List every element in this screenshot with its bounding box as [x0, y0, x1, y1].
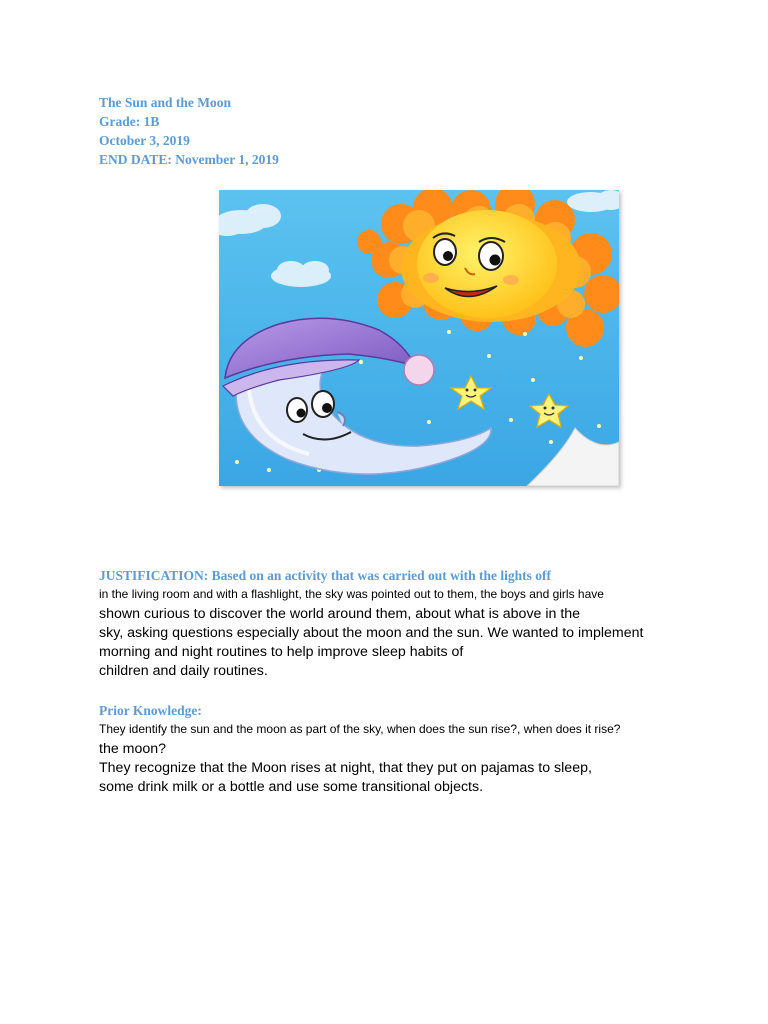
- star-icon: [597, 424, 601, 428]
- justification-line: in the living room and with a flashlight, the sky was pointed out to them, the boys and girls have: [99, 587, 604, 601]
- star-icon: [523, 332, 527, 336]
- prior-knowledge-heading: Prior Knowledge:: [99, 703, 202, 718]
- prior-knowledge-line: They identify the sun and the moon as part of the sky, when does the sun rise?, when does it rise?: [99, 722, 621, 736]
- sun-moon-illustration: [219, 190, 619, 486]
- star-icon: [359, 360, 363, 364]
- prior-knowledge-line: They recognize that the Moon rises at night, that they put on pajamas to sleep,: [99, 760, 592, 776]
- justification-line: morning and night routines to help improve sleep habits of: [99, 644, 464, 660]
- justification-line: sky, asking questions especially about the moon and the sun. We wanted to implement: [99, 625, 644, 641]
- doc-title: The Sun and the Moon: [99, 95, 232, 110]
- star-icon: [579, 356, 583, 360]
- cloud-icon: [271, 261, 331, 287]
- start-date: October 3, 2019: [99, 133, 190, 148]
- star-icon: [531, 378, 535, 382]
- justification-line: children and daily routines.: [99, 663, 268, 679]
- star-icon: [427, 420, 431, 424]
- prior-knowledge-line: the moon?: [99, 741, 167, 757]
- star-icon: [509, 418, 513, 422]
- justification-line: shown curious to discover the world around them, about what is above in the: [99, 606, 581, 622]
- star-icon: [549, 440, 553, 444]
- star-icon: [487, 354, 491, 358]
- star-icon: [267, 468, 271, 472]
- prior-knowledge-line: some drink milk or a bottle and use some transitional objects.: [99, 779, 484, 795]
- end-date: END DATE: November 1, 2019: [99, 152, 279, 167]
- star-icon: [235, 460, 239, 464]
- grade-label: Grade: 1B: [99, 114, 160, 129]
- justification-heading: JUSTIFICATION: Based on an activity that was carried out with the lights off: [99, 568, 552, 583]
- star-icon: [447, 330, 451, 334]
